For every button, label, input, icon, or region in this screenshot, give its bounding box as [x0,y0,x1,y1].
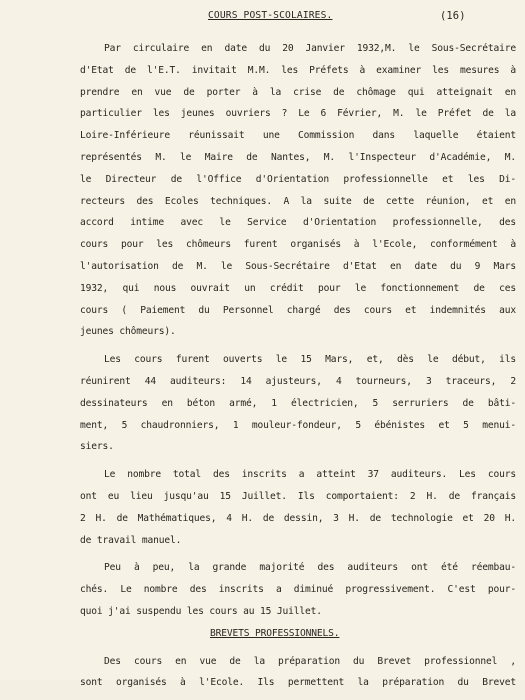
section-heading: BREVETS PROFESSIONNELS. [210,627,340,639]
text-line: réunirent 44 auditeurs: 14 ajusteurs, 4 tourneurs, 3 traceurs, 2 [80,375,516,387]
text-line: chés. Le nombre des inscrits a diminué progressivement. C'est pour- [80,584,516,596]
paragraph-brevets [80,651,516,695]
text-line: d'Etat de l'E.T. invitait M.M. les Préfets à examiner les mesures à [80,64,516,76]
text-line: cours pour les chômeurs furent organisés à l'Ecole, conformément à [80,239,516,251]
document-body [80,38,516,700]
paragraph-ouverture-cours [80,349,516,458]
page-header [0,10,525,24]
text-line: Des cours en vue de la préparation du Brevet professionnel , [104,655,516,667]
text-line: ment, 5 chaudronniers, 1 mouleur-fondeur, 5 ébénistes et 5 menui- [80,419,516,431]
text-line: l'autorisation de M. le Sous-Secrétaire d'Etat en date du 9 Mars [80,260,516,272]
text-line: sont organisés à l'Ecole. Ils permettent la préparation du Brevet [80,677,516,689]
text-line: prendre en vue de porter à la crise de chômage qui atteignait en [80,86,516,98]
text-line: Loire-Inférieure réunissait une Commission dans laquelle étaient [80,130,516,142]
text-line: Le nombre total des inscrits a atteint 37 auditeurs. Les cours [104,469,516,481]
paragraph-reembauche [80,557,516,644]
text-line: cours ( Paiement du Personnel chargé des cours et indemnités aux [80,304,516,316]
text-line: 2 H. de Mathématiques, 4 H. de dessin, 3 H. de technologie et 20 H. [80,512,516,524]
text-line: de travail manuel. [80,534,182,546]
text-line: accord intime avec le Service d'Orientation professionnelle, des [80,217,516,229]
text-line: recteurs des Ecoles techniques. A la suite de cette réunion, et en [80,195,516,207]
text-line: particulier les jeunes ouvriers ? Le 6 Février, M. le Préfet de la [80,108,516,120]
page-number: (16) [440,10,466,22]
text-line: ont eu lieu jusqu'au 15 Juillet. Ils comportaient: 2 H. de français [80,490,516,502]
paragraph-circulaire [80,38,516,343]
text-line: jeunes chômeurs). [80,326,176,338]
text-line: Peu à peu, la grande majorité des auditeurs ont été réembau- [104,562,516,574]
text-line: dessinateurs en béton armé, 1 électricien, 5 serruriers de bâti- [80,397,516,409]
text-line: Les cours furent ouverts le 15 Mars, et, dès le début, ils [104,354,516,366]
paragraph-inscrits [80,464,516,551]
text-line: quoi j'ai suspendu les cours au 15 Juillet. [80,605,322,617]
text-line: Par circulaire en date du 20 Janvier 1932,M. le Sous-Secrétaire [104,43,516,54]
text-line: le Directeur de l'Office d'Orientation professionnelle et les Di- [80,173,516,185]
text-line: 1932, qui nous ouvrait un crédit pour le fonctionnement de ces [80,282,516,294]
text-line: siers. [80,441,114,453]
page-title: COURS POST-SCOLAIRES. [208,10,333,21]
text-line: représentés M. le Maire de Nantes, M. l'Inspecteur d'Académie, M. [80,151,516,163]
